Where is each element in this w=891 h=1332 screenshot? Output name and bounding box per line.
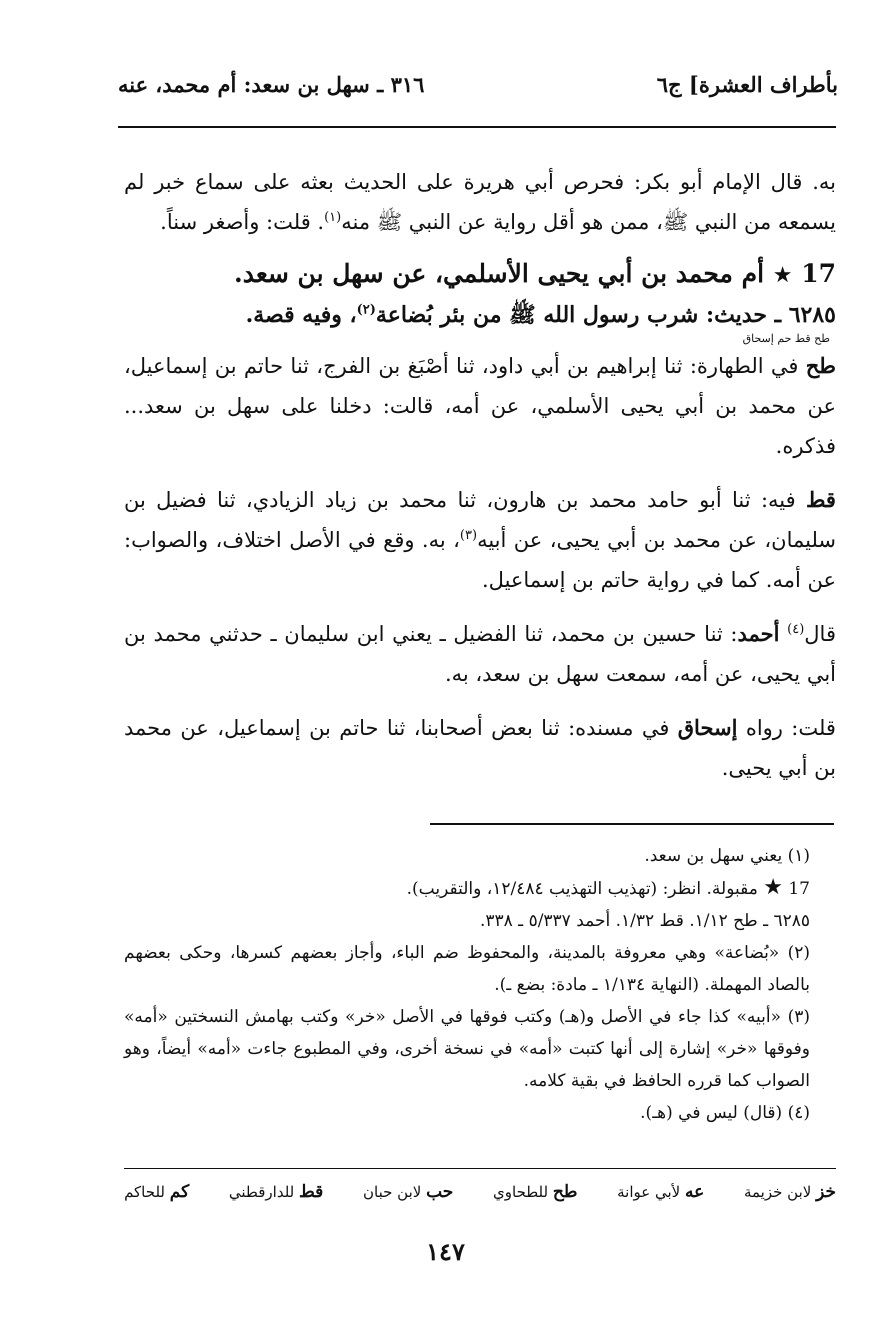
abbreviation-item — [229, 1182, 323, 1202]
footnote-rule — [430, 823, 834, 825]
abbreviations-rule — [124, 1168, 836, 1169]
paragraph-text: فيه: ثنا أبو حامد محمد بن هارون، ثنا محمد بن زياد الزيادي، ثنا فضيل بن سليمان، عن محمد بن أبي يحيى، عن أبيه — [124, 488, 836, 552]
header-section-title: ٣١٦ ـ سهل بن سعد: أم محمد، عنه — [118, 72, 425, 97]
abbreviation-name: لابن خزيمة — [743, 1183, 812, 1201]
hadith-heading — [124, 298, 836, 332]
abbreviation-siglum: عه — [684, 1182, 705, 1202]
hadith-tail: ، وفيه قصة. — [245, 302, 357, 328]
footnote-ref-4: (٤) — [787, 622, 805, 637]
footnote-ref-3: (٣) — [459, 528, 478, 543]
entry-title: أم محمد بن أبي يحيى الأسلمي، عن سهل بن سعد. — [234, 259, 765, 288]
running-header — [118, 72, 838, 106]
header-rule — [118, 126, 836, 128]
siglum-ishaq: إسحاق — [677, 715, 738, 740]
footnote-4: (٤) (قال) ليس في (هـ). — [640, 1103, 810, 1123]
paragraph-text-tail: ، به. وقع في الأصل اختلاف، والصواب: عن أمه. كما في رواية حاتم بن إسماعيل. — [124, 528, 836, 592]
sigla-note: طح قط حم إسحاق — [742, 332, 830, 345]
paragraph-text: في الطهارة: ثنا إبراهيم بن أبي داود، ثنا أصْبَغ بن الفرج، ثنا حاتم بن إسماعيل، عن محمد بن أبي يحيى الأسلمي، عن أمه، قالت: دخلنا على سهل بن سعد... فذكره. — [124, 354, 836, 458]
header-book-title: بأطراف العشرة] ج٦ — [656, 72, 838, 97]
footnote-1: (١) يعني سهل بن سعد. — [644, 846, 810, 866]
abbreviation-item — [744, 1182, 836, 1202]
siglum-tah: طح — [805, 353, 836, 378]
footnote-ref-1: (١) — [324, 210, 342, 225]
page-number: ١٤٧ — [426, 1237, 465, 1266]
abbreviations-legend — [124, 1182, 836, 1202]
paragraph-daraqutni — [124, 480, 836, 600]
continuation-tail: . قلت: وأصغر سناً. — [160, 210, 325, 234]
footnotes — [124, 840, 836, 1129]
siglum-qt: قط — [806, 487, 836, 512]
footnote-ref-2: (٢) — [356, 302, 376, 318]
paragraph-text: : ثنا حسين بن محمد، ثنا الفضيل ـ يعني ابن سليمان ـ حدثني محمد بن أبي يحيى، عن أمه، سمعت سهل بن سعد، به. — [124, 622, 836, 686]
abbreviation-name: للطحاوي — [493, 1183, 549, 1201]
abbreviation-siglum: كم — [169, 1182, 190, 1202]
abbreviation-item — [363, 1182, 453, 1202]
abbreviation-item — [493, 1182, 577, 1202]
hadith-label: ـ حديث: — [705, 302, 782, 328]
hadith-text: شرب رسول الله ﷺ من بئر بُضاعة — [375, 302, 699, 328]
main-text — [124, 162, 836, 788]
paragraph-lead: قال — [804, 622, 836, 646]
paragraph-continuation — [124, 162, 836, 242]
abbreviation-siglum: قط — [299, 1182, 324, 1202]
paragraph-text: في مسنده: ثنا بعض أصحابنا، ثنا حاتم بن إسماعيل، عن محمد بن أبي يحيى. — [124, 716, 836, 780]
footnote-2: (٢) «بُضاعة» وهي معروفة بالمدينة، والمحفوظ ضم الباء، وأجاز بعضهم كسرها، وحكى بعضهم بالصاد المهملة. (النهاية ١/١٣٤ ـ مادة: بضع ـ). — [124, 943, 810, 995]
paragraph-ahmad — [124, 614, 836, 694]
abbreviation-item — [617, 1182, 704, 1202]
entry-heading — [124, 252, 836, 298]
footnote-3: (٣) «أبيه» كذا جاء في الأصل و(هـ) وكتب فوقها في الأصل «خر» وكتب بهامش النسختين «أمه» وفوقها «خر» إشارة إلى أنها كتبت «أمه» في نسخة أخرى، وفي المطبوع جاءت «أمه» أيضاً، وهو الصواب كما قرره الحافظ في بقية كلامه. — [124, 1007, 810, 1091]
footnote-entry-text: مقبولة. انظر: (تهذيب التهذيب ١٢/٤٨٤، والتقريب). — [406, 879, 758, 899]
paragraph-lead: قلت: رواه — [745, 716, 836, 740]
star-icon: ★ — [772, 263, 793, 288]
star-icon: ★ — [763, 875, 783, 900]
abbreviation-name: لأبي عوانة — [617, 1183, 681, 1201]
footnote-entry-number: 17 — [788, 879, 810, 899]
footnote-entry — [124, 872, 836, 905]
siglum-ahmad: أحمد — [737, 621, 780, 646]
paragraph-tahawi — [124, 346, 836, 466]
abbreviation-name: للحاكم — [124, 1183, 165, 1201]
paragraph-ishaq — [124, 708, 836, 788]
hadith-number: ٦٢٨٥ — [788, 302, 836, 328]
abbreviation-siglum: خز — [816, 1182, 836, 1202]
abbreviation-siglum: طح — [552, 1182, 578, 1202]
entry-number: 17 — [801, 259, 836, 288]
abbreviation-item — [124, 1182, 189, 1202]
abbreviation-name: لابن حبان — [363, 1183, 422, 1201]
abbreviation-siglum: حب — [426, 1182, 454, 1202]
continuation-text: به. قال الإمام أبو بكر: فحرص أبي هريرة على الحديث بعثه على سماع خبر لم يسمعه من النبي ﷺ، ممن هو أقل رواية عن النبي ﷺ منه — [124, 170, 836, 234]
abbreviation-name: للدارقطني — [228, 1183, 295, 1201]
footnote-sources: ٦٢٨٥ ـ طح ١/١٢. قط ١/٣٢. أحمد ٥/٣٣٧ ـ ٣٣٨. — [479, 911, 810, 931]
